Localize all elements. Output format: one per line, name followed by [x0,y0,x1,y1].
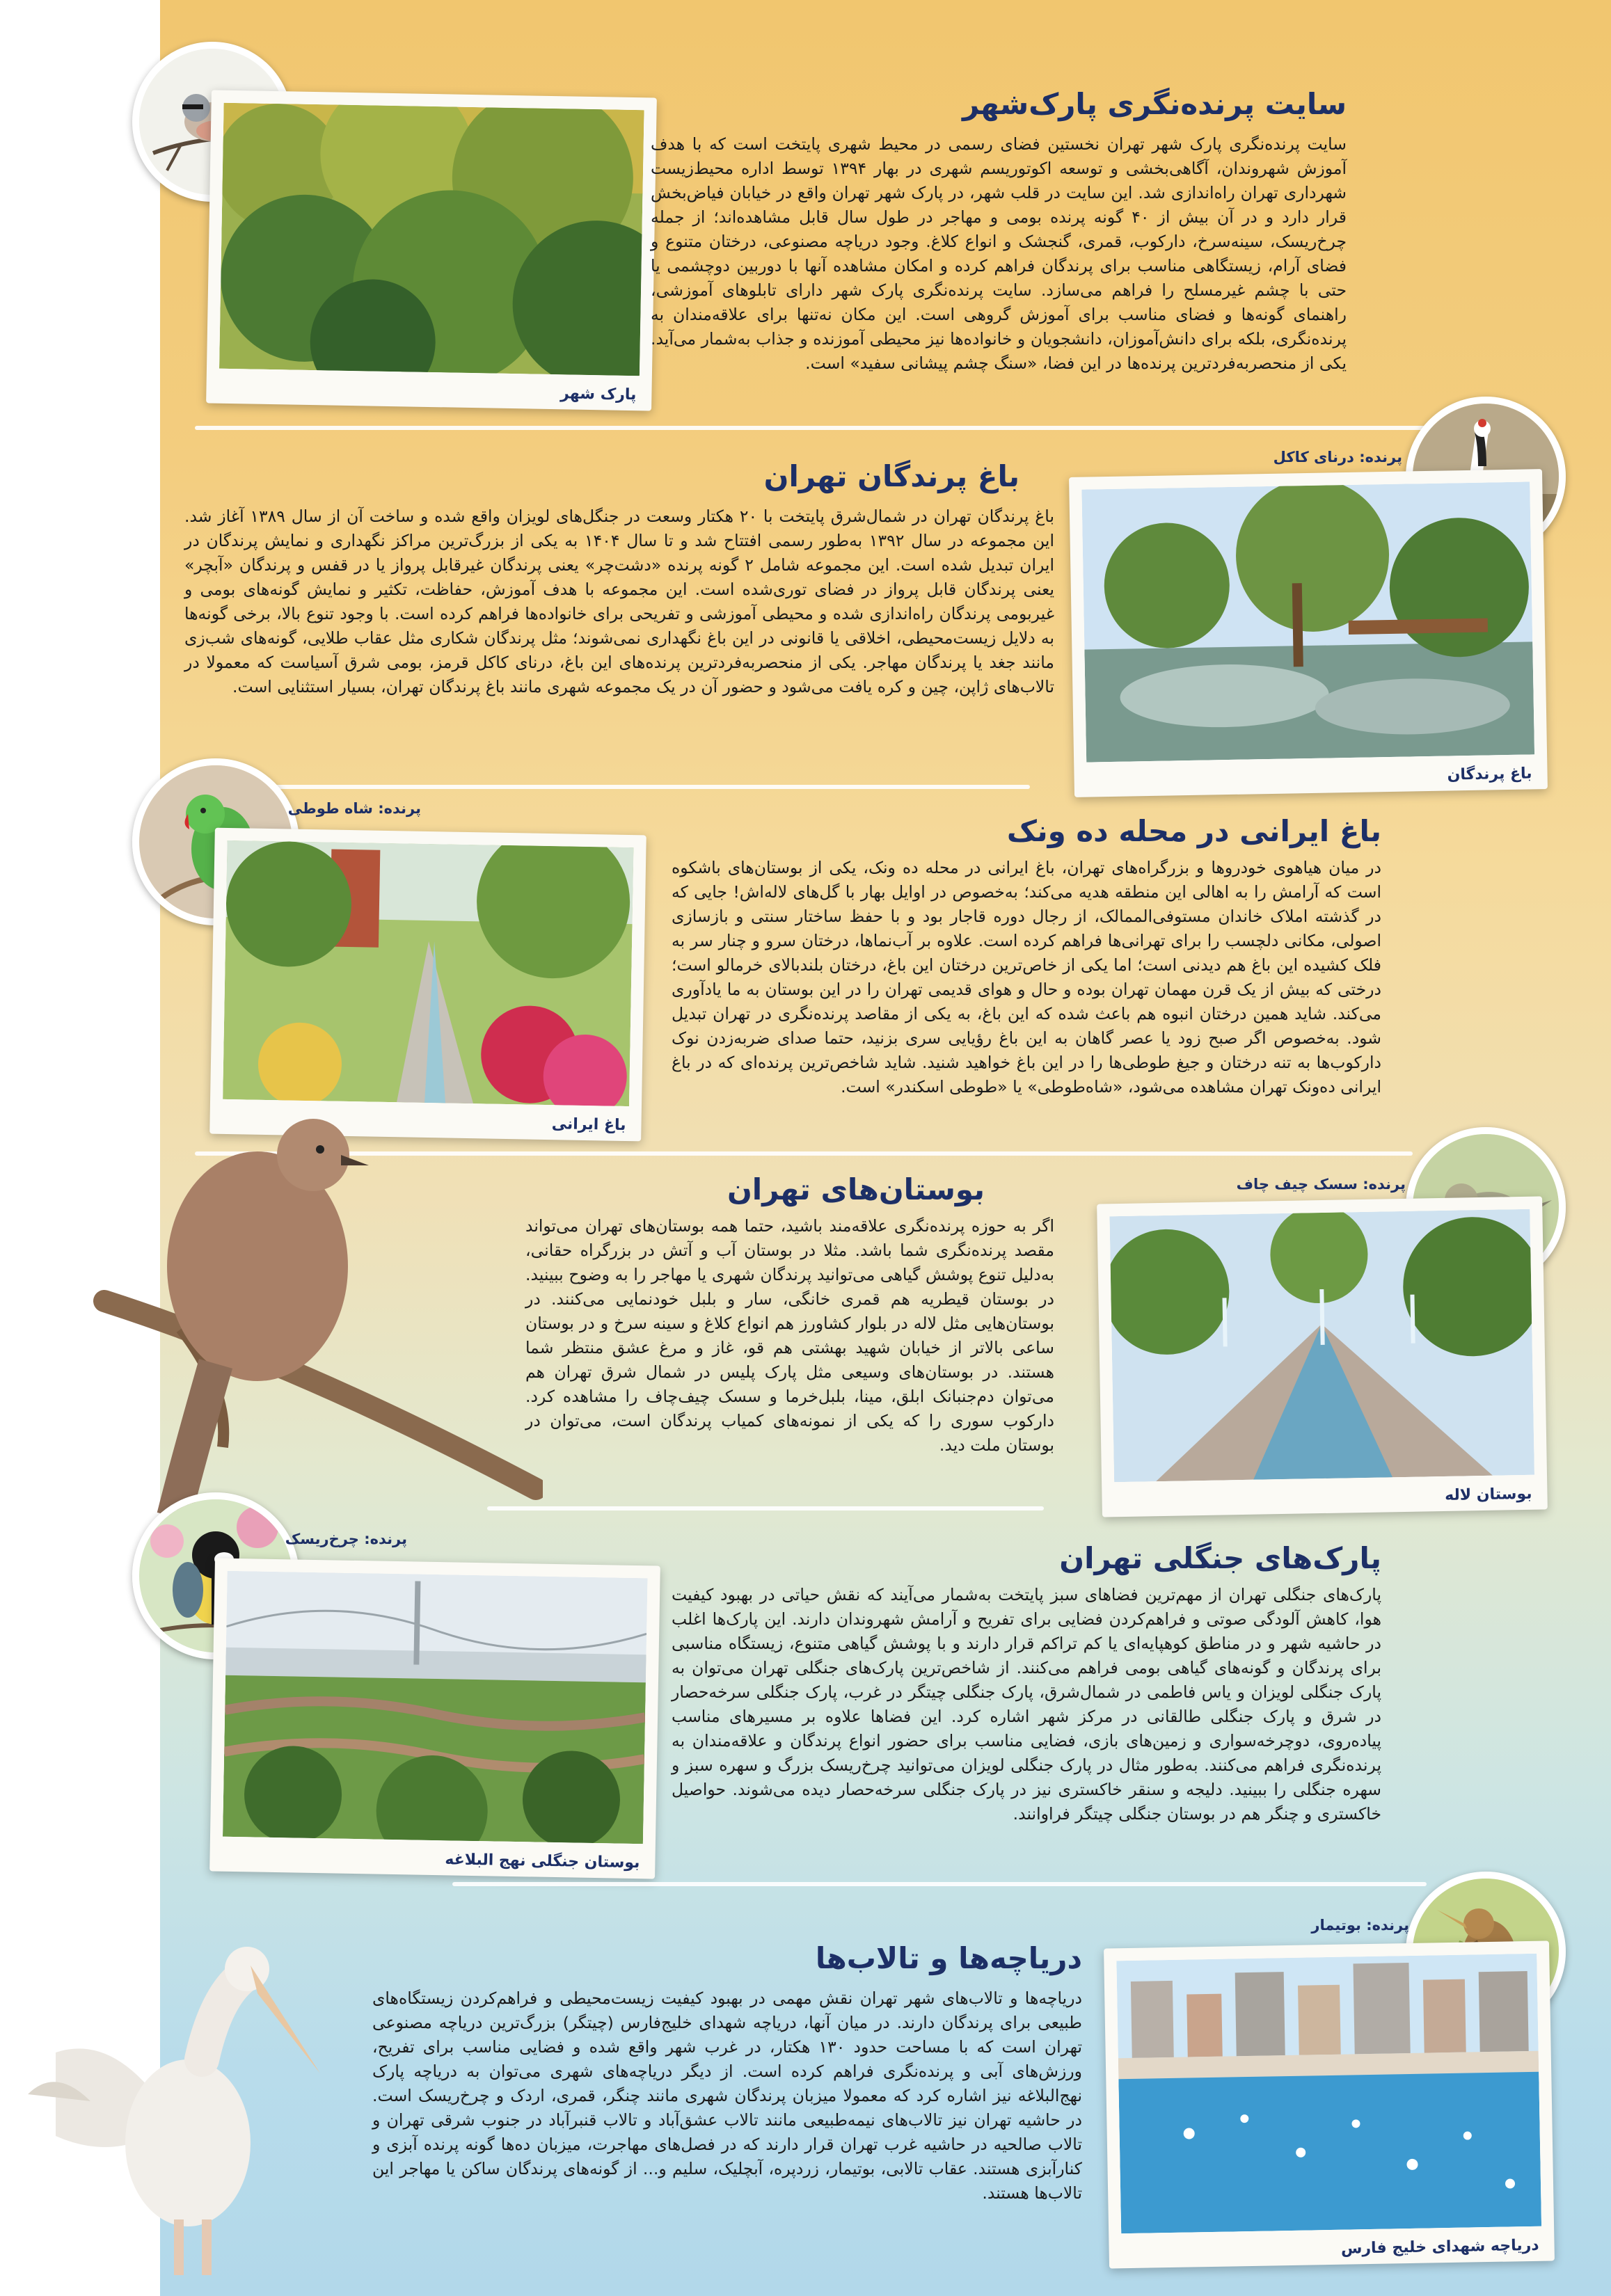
section-title-forest-parks: پارک‌های جنگلی تهران [1059,1541,1381,1575]
section-title-lakes: دریاچه‌ها و تالاب‌ها [815,1941,1082,1975]
section-body-lakes: دریاچه‌ها و تالاب‌های شهر تهران نقش مهمی در بهبود کیفیت زیست‌محیطی و فراهم‌کردن زیستگاه‌های طبیعی برای پرندگان دارند. در میان آنها، دریاچه شهدای خلیج‌فارس (چیتگر) بزرگ‌ترین دریاچه مصنوعی تهران است که با مساحت حدود ۱۳۰ هکتار، در غرب شهر واقع شده و فضایی مناسب برای تفریح، ورزش‌های آبی و پرنده‌نگری فراهم کرده است. از دیگر دریاچه‌های شهری می‌توان به دریاچه پارک نهج‌البلاغه نیز اشاره کرد که معمولا میزبان پرندگان شهری مانند چنگر، قمری، اردک و چرخ‌ریسک است. در حاشیه تهران نیز تالاب‌های نیمه‌طبیعی مانند تالاب عشق‌آباد و تالاب قنبرآباد در جنوب شرقی تهران و تالاب صالحیه در حاشیه غرب تهران قرار دارند که در فصل‌های مهاجرت، میزبان ده‌ها گونه پرنده آبزی و کنارآبزی هستند. عقاب تالابی، بوتیمار، زردپره، آبچلیک، سلیم و... از گونه‌های پرندگان ساکن یا مهاجر این تالاب‌ها هستند. [372,1988,1082,2203]
photo-caption: بوستان جنگلی نهج البلاغه [445,1851,640,1872]
section-body-tehran-parks: اگر به حوزه پرنده‌نگری علاقه‌مند باشید، حتما همه بوستان‌های تهران می‌تواند مقصد پرنده‌نگری شما باشد. مثلا در بوستان آب و آتش در بزرگراه حقانی، به‌دلیل تنوع پوشش گیاهی می‌توانید پرندگان شهری یا مهاجر را به وضوح ببینید. در بوستان قیطریه هم قمری خانگی، سار و بلبل خودنمایی می‌کنند. در بوستان‌هایی مثل لاله در بلوار کشاورز هم انواع کلاغ و سینه سرخ و در بوستان ساعی بالاتر از خیابان شهید بهشتی هم قو، غاز و مرغ عشق منتظر شما هستند. در بوستان‌های وسیعی مثل پارک پلیس در شمال شرق تهران هم می‌توان دم‌جنبانک ابلق، مینا، بلبل‌خرما و سسک چیف‌چاف را مشاهده کرد. دارکوب سوری را که یکی از نمونه‌های کمیاب پرندگان است، می‌توان در بوستان ملت دید. [525,1216,1054,1455]
photo-chitgar-lake [1104,1940,1555,2268]
persian-garden-image [223,840,633,1106]
photo-laleh-park [1097,1196,1548,1517]
section-title-bird-garden: باغ پرندگان تهران [763,459,1019,493]
laleh-park-image [1109,1209,1534,1482]
nahj-forest-image [223,1571,648,1844]
dove-illustration [90,1099,543,1531]
section-body-forest-parks: پارک‌های جنگلی تهران از مهم‌ترین فضاهای سبز پایتخت به‌شمار می‌آیند که نقش حیاتی در بهبود کیفیت هوا، کاهش آلودگی صوتی و فراهم‌کردن فضایی برای تفریح و آرامش شهروندان دارند. این پارک‌ها اغلب در حاشیه شهر و در مناطق کوهپایه‌ای یا کم تراکم قرار دارند و با پوشش گیاهی متنوع، زیستگاه مناسبی برای پرندگان و گونه‌های گیاهی بومی فراهم می‌کنند. از شاخص‌ترین پارک‌های جنگلی تهران می‌توان به پارک جنگلی لویزان و یاس فاطمی در شمال‌شرق، پارک جنگلی چیتگر در غرب، پارک جنگلی سرخه‌حصار در شرق و پارک جنگلی طالقانی در مرکز شهر اشاره کرد. این فضاها علاوه بر مسیرهای مناسب پیاده‌روی، دوچرخه‌سواری و زمین‌های بازی، فضایی مناسب برای حضور انواع پرندگان و علاقه‌مندان به پرنده‌نگری فراهم می‌کنند. به‌طور مثال در پارک جنگلی لویزان می‌توانید چرخ‌ریسک بزرگ و سهره سبز و سهره جنگلی را ببینید. دلیجه و سنقر خاکستری نیز در پارک جنگلی سرخه‌حصار دیده می‌شوند. حواصیل خاکستری و چنگر هم در بوستان جنگلی چیتگر فراوانند. [672,1585,1381,1824]
section-divider [195,785,1030,789]
photo-caption: باغ پرندگان [1447,765,1532,784]
pelican-illustration [14,1927,341,2289]
section-body-persian-garden: در میان هیاهوی خودروها و بزرگراه‌های تهران، باغ ایرانی در محله ده ونک، یکی از بوستان‌های باشکوه است که آرامش را به اهالی این منطقه هدیه می‌کند؛ به‌خصوص در اوایل بهار با گل‌های لاله‌اش! جایی که در گذشته املاک خاندان مستوفی‌الممالک، از رجال دوره قاجار بود و با حفظ ساختار سنتی و بازسازی اصولی، مکانی دلچسب را برای تهرانی‌ها فراهم کرده است. علاوه بر آب‌نماها، درختان سرو و چنار سر به فلک کشیده این باغ هم دیدنی است؛ اما یکی از خاص‌ترین درختان این باغ، درختان بلندبالای خرمالو است؛ درختی که بیش از یک قرن مهمان تهران بوده و حال و هوای قدیمی تهران را در این بوستان به ما یادآوری می‌کند. شاید همین درختان انبوه هم باعث شده که این باغ، به یکی از مقاصد پرنده‌نگری در تهران تبدیل شود. به‌خصوص اگر صبح زود یا عصر گاهان به این باغ رؤیایی سری بزنید، حتما صدای ضربه‌زدن نوک دارکوب‌ها به تنه درختان و جیغ طوطی‌ها را در این باغ خواهید شنید. شاید شاخص‌ترین پرنده‌ای که در باغ ایرانی ده‌ونک تهران مشاهده می‌شود، «شاه‌طوطی» یا «طوطی اسکندر» است. [672,858,1381,1097]
bird-label-bittern: پرنده: بوتیمار [1311,1917,1409,1934]
section-title-persian-garden: باغ ایرانی در محله ده ونک [1006,814,1381,848]
section-title-park-shahr: سایت پرنده‌نگری پارک‌شهر [962,87,1347,121]
photo-caption: پارک شهر [560,385,637,404]
chitgar-lake-image [1116,1954,1541,2233]
section-body-bird-garden: باغ پرندگان تهران در شمال‌شرق پایتخت با ۲۰ هکتار وسعت در جنگل‌های لویزان واقع شده و ساخت آن از سال ۱۳۸۹ آغاز شد. این مجموعه در سال ۱۳۹۲ به‌طور رسمی افتتاح شد و تا سال ۱۴۰۴ به یکی از بزرگ‌ترین مراکز نگهداری و نمایش پرندگان در ایران تبدیل شده است. این مجموعه شامل ۲ گونه پرنده «دشت‌چر» یعنی پرندگان غیرقابل پرواز یا در قفس و پرندگان «آبچر» یعنی پرندگان قابل پرواز در فضای توری‌شده است. این مجموعه با هدف آموزش، حفاظت، تکثیر و نمایش گونه‌های بومی و غیربومی پرندگان راه‌اندازی شده و محیطی آموزشی و تفریحی برای خانواده‌ها فراهم کرده است. با وجود تنوع بالا، برخی گونه‌ها به دلایل زیست‌محیطی، اخلاقی یا قانونی در این باغ نگهداری نمی‌شوند؛ مثل پرندگان شکاری مثل عقاب طلایی، گونه‌های شب‌زی مانند جغد یا پرندگان مهاجر. یکی از منحصربه‌فردترین پرنده‌های این باغ، درنای کاکل قرمز، بومی شرق آسیاست که معمولا در تالاب‌های ژاپن، چین و کره یافت می‌شود و حضور آن در یک مجموعه شهری مانند باغ پرندگان تهران، بسیار استثنایی است. [184,507,1055,696]
photo-caption: باغ ایرانی [551,1115,626,1134]
bird-label-crane: پرنده: درنای کاکل [1273,449,1402,465]
photo-caption: بوستان لاله [1444,1485,1532,1504]
section-divider [452,1882,1427,1886]
bird-garden-image [1081,481,1534,762]
section-divider [487,1506,1044,1510]
park-shahr-image [219,103,644,376]
photo-persian-garden [209,828,646,1142]
section-title-tehran-parks: بوستان‌های تهران [727,1172,985,1206]
bird-label-great-tit: پرنده: چرخ‌ریسک [285,1531,407,1547]
bird-label-parakeet: پرنده: شاه طوطی [287,800,421,817]
section-divider [195,426,1517,430]
section-body-park-shahr: سایت پرنده‌نگری پارک شهر تهران نخستین فضای رسمی در محیط شهری پایتخت است که با هدف آموزش شهروندان، آگاهی‌بخشی و توسعه اکوتوریسم شهری در بهار ۱۳۹۴ توسط اداره محیط‌زیست شهرداری تهران راه‌اندازی شد. این سایت در قلب شهر، در پارک شهر تهران واقع در خیابان فیاض‌بخش قرار دارد و در آن بیش از ۴۰ گونه پرنده بومی و مهاجر در طول سال قابل مشاهده‌اند؛ از جمله چرخ‌ریسک، سینه‌سرخ، دارکوب، قمری، گنجشک و انواع کلاغ. وجود دریاچه مصنوعی، درختان متنوع و فضای آرام، زیستگاهی مناسب برای پرندگان فراهم کرده و امکان مشاهده آنها با دوربین دوچشمی یا حتی با چشم غیرمسلح را فراهم می‌سازد. سایت پرنده‌نگری پارک شهر دارای تابلوهای آموزشی، راهنمای گونه‌ها و فضای مناسب برای آموزش گروهی است. این مکان نه‌تنها برای علاقه‌مندان به پرنده‌نگری، بلکه برای دانش‌آموزان، دانشجویان و خانواده‌ها نیز محیطی آموزنده و جذاب به‌شمار می‌آید. یکی از منحصربه‌فردترین پرنده‌ها در این فضا، «سنگ چشم پیشانی سفید» است. [651,134,1347,373]
bird-label-chiffchaff: پرنده: سسک چیف چاف [1236,1176,1406,1193]
photo-bird-garden [1069,469,1548,797]
photo-nahj-forest [209,1558,660,1879]
photo-caption: دریاچه شهدای خلیج فارس [1340,2236,1539,2258]
photo-park-shahr [206,90,657,410]
